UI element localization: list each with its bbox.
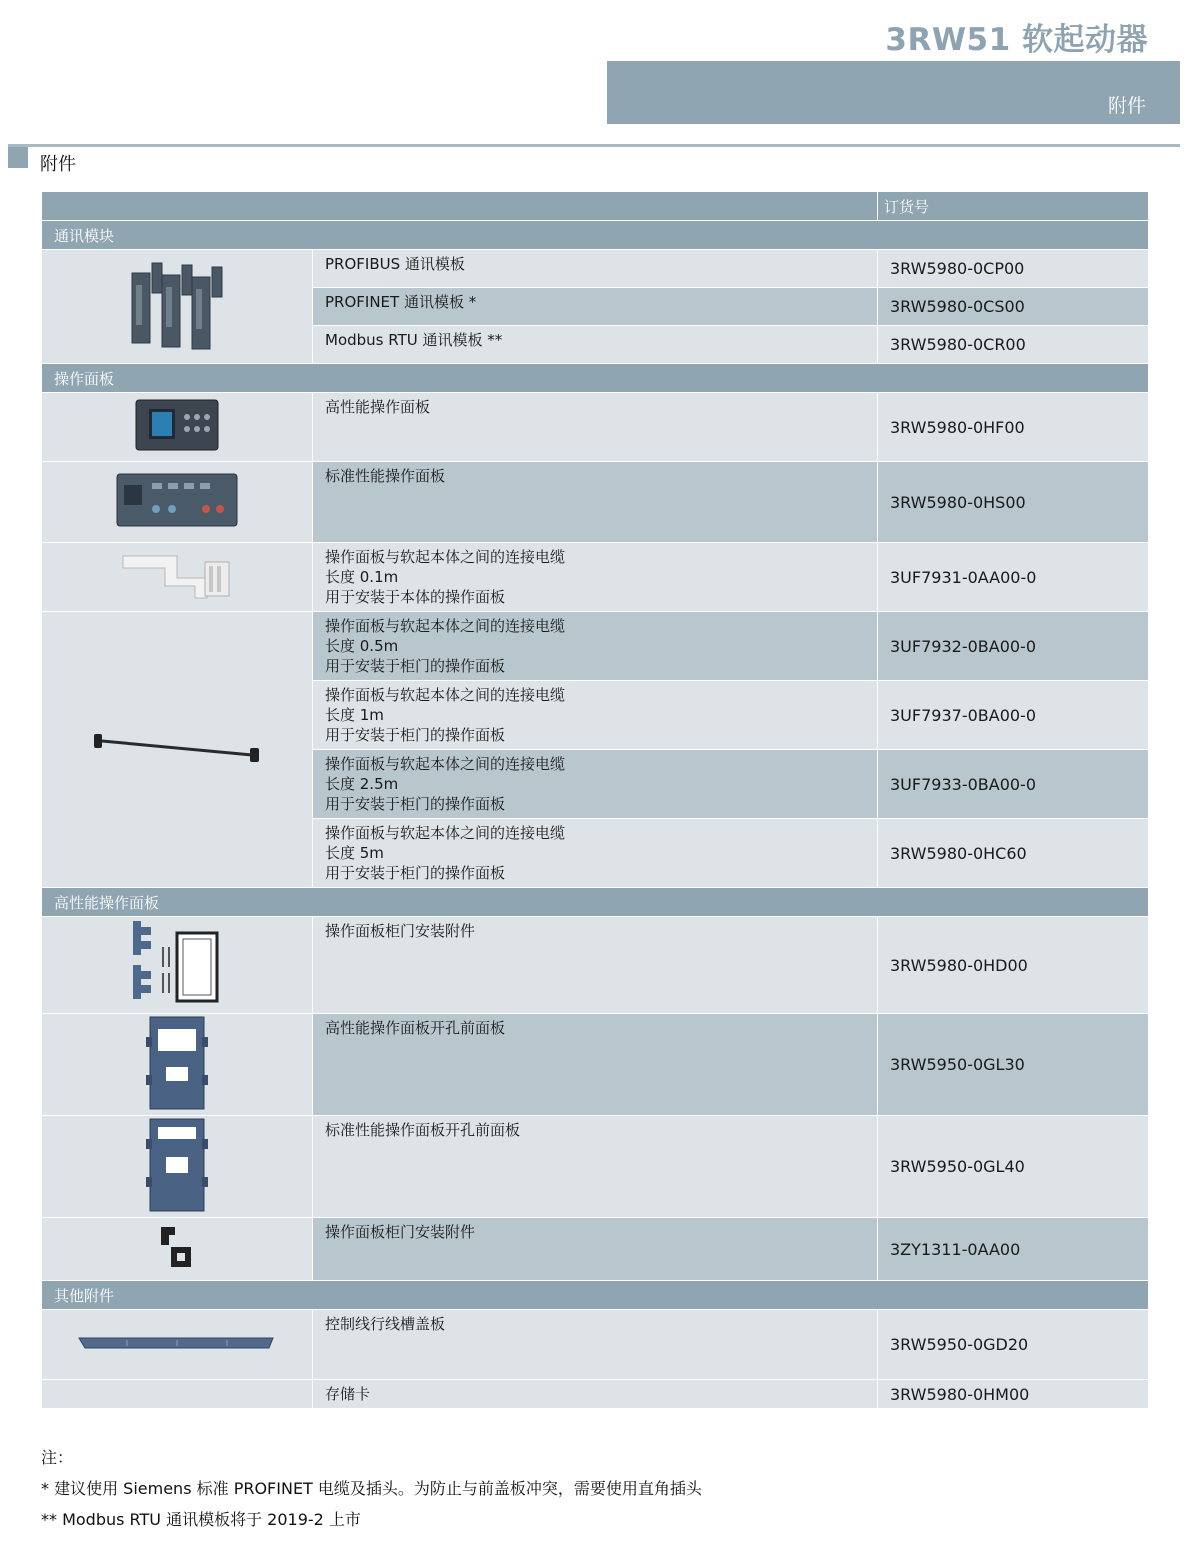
- order-code: 3ZY1311-0AA00: [878, 1218, 1149, 1281]
- row-description: 存储卡: [313, 1380, 878, 1409]
- row-description: 高性能操作面板: [313, 393, 878, 462]
- order-code: 3RW5980-0HC60: [878, 819, 1149, 888]
- notes: [41, 1442, 702, 1535]
- hs-panel-image: [42, 462, 313, 543]
- clip-image: [42, 1218, 313, 1281]
- table-row: [42, 917, 1149, 1014]
- order-code: 3RW5980-0CP00: [878, 250, 1149, 288]
- order-code: 3UF7933-0BA00-0: [878, 750, 1149, 819]
- cable-icon: [92, 728, 262, 768]
- order-code: 3UF7931-0AA00-0: [878, 543, 1149, 612]
- table-row: [42, 1310, 1149, 1380]
- duct-cover-icon: [77, 1332, 277, 1354]
- row-description: 操作面板与软起本体之间的连接电缆 长度 2.5m 用于安装于柜门的操作面板: [313, 750, 878, 819]
- order-code: 3RW5980-0CS00: [878, 288, 1149, 326]
- row-description: 操作面板与软起本体之间的连接电缆 长度 0.1m 用于安装于本体的操作面板: [313, 543, 878, 612]
- row-description: 操作面板与软起本体之间的连接电缆 长度 1m 用于安装于柜门的操作面板: [313, 681, 878, 750]
- short-cable-image: [42, 543, 313, 612]
- table-row: [42, 612, 1149, 681]
- doc-title: 3RW51 软起动器: [885, 22, 1148, 58]
- hf-front-plate-image: [42, 1014, 313, 1116]
- table-row: [42, 1014, 1149, 1116]
- table-row: [42, 1218, 1149, 1281]
- order-number-header: 订货号: [878, 192, 1149, 221]
- row-description: PROFIBUS 通讯模板: [313, 250, 878, 288]
- front-plate-icon: [146, 1015, 208, 1111]
- standard-panel-icon: [116, 473, 238, 527]
- hs-front-plate-image: [42, 1116, 313, 1218]
- table-row: [42, 250, 1149, 288]
- table-row: [42, 393, 1149, 462]
- hf-panel-image: [42, 393, 313, 462]
- section-marker: [8, 147, 28, 168]
- door-kit-image: [42, 917, 313, 1014]
- row-description: 操作面板柜门安装附件: [313, 1218, 878, 1281]
- section-title: 附件: [40, 154, 76, 175]
- row-description: 高性能操作面板开孔前面板: [313, 1014, 878, 1116]
- note-2: ** Modbus RTU 通讯模板将于 2019-2 上市: [41, 1510, 361, 1529]
- row-description: 标准性能操作面板开孔前面板: [313, 1116, 878, 1218]
- order-code: 3RW5980-0CR00: [878, 326, 1149, 364]
- table-row: [42, 1380, 1149, 1409]
- category-comm: 通讯模块: [42, 221, 1149, 250]
- category-row: [42, 1281, 1149, 1310]
- table-header-row: [42, 192, 1149, 221]
- door-cable-image: [42, 612, 313, 888]
- order-code: 3RW5950-0GL30: [878, 1014, 1149, 1116]
- high-performance-panel-icon: [135, 399, 219, 451]
- row-description: 操作面板与软起本体之间的连接电缆 长度 5m 用于安装于柜门的操作面板: [313, 819, 878, 888]
- front-plate-icon: [146, 1117, 208, 1213]
- order-code: 3RW5980-0HD00: [878, 917, 1149, 1014]
- notes-title: 注：: [41, 1448, 74, 1467]
- row-description: Modbus RTU 通讯模板 **: [313, 326, 878, 364]
- order-code: 3RW5980-0HS00: [878, 462, 1149, 543]
- category-other: 其他附件: [42, 1281, 1149, 1310]
- row-description: 操作面板与软起本体之间的连接电缆 长度 0.5m 用于安装于柜门的操作面板: [313, 612, 878, 681]
- header-subtitle: 附件: [1107, 95, 1146, 117]
- flat-cable-icon: [117, 548, 237, 602]
- category-row: [42, 221, 1149, 250]
- order-code: 3RW5980-0HF00: [878, 393, 1149, 462]
- category-row: [42, 364, 1149, 393]
- note-1: * 建议使用 Siemens 标准 PROFINET 电缆及插头。为防止与前盖板冲突，需要使用直角插头: [41, 1479, 702, 1498]
- table-row: [42, 1116, 1149, 1218]
- comm-module-image: [42, 250, 313, 364]
- row-description: PROFINET 通讯模板 *: [313, 288, 878, 326]
- order-code: 3UF7932-0BA00-0: [878, 612, 1149, 681]
- row-description: 操作面板柜门安装附件: [313, 917, 878, 1014]
- row-description: 标准性能操作面板: [313, 462, 878, 543]
- header-banner: [607, 61, 1180, 124]
- order-code: 3RW5980-0HM00: [878, 1380, 1149, 1409]
- category-row: [42, 888, 1149, 917]
- order-code: 3UF7937-0BA00-0: [878, 681, 1149, 750]
- order-code: 3RW5950-0GL40: [878, 1116, 1149, 1218]
- row-description: 控制线行线槽盖板: [313, 1310, 878, 1380]
- order-code: 3RW5950-0GD20: [878, 1310, 1149, 1380]
- cover-image: [42, 1310, 313, 1380]
- header-rule: [8, 144, 1180, 147]
- door-mount-kit-icon: [131, 919, 223, 1007]
- accessories-table: [41, 191, 1149, 1409]
- table-row: [42, 543, 1149, 612]
- category-hi-panel: 高性能操作面板: [42, 888, 1149, 917]
- comm-module-icon: [122, 255, 232, 355]
- mounting-clip-icon: [157, 1223, 197, 1271]
- table-row: [42, 462, 1149, 543]
- category-panel: 操作面板: [42, 364, 1149, 393]
